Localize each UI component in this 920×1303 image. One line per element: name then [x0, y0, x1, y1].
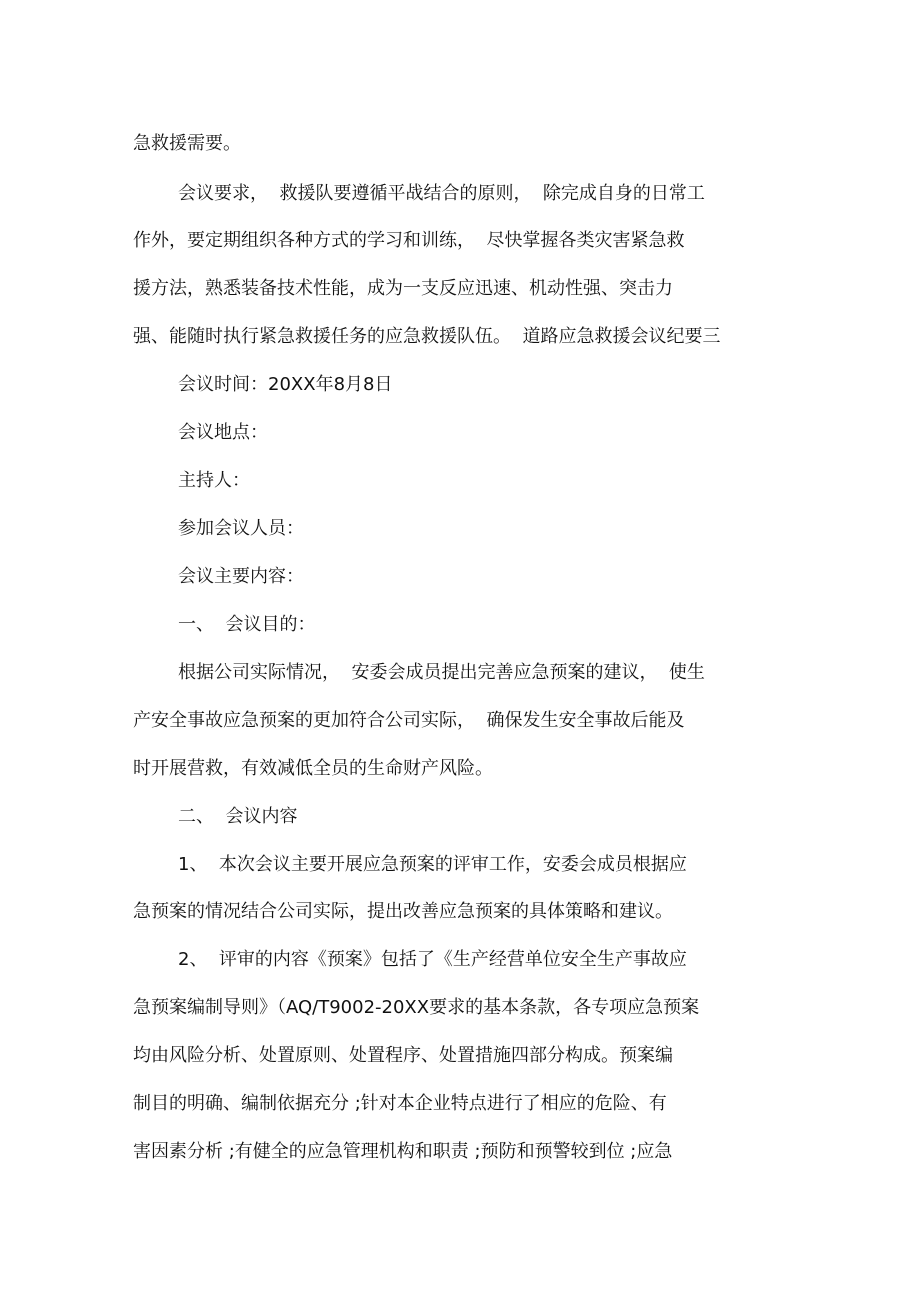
text-line: 制目的明确、编制依据充分 ;针对本企业特点进行了相应的危险、有 [133, 1093, 667, 1114]
text-line: 强、能随时执行紧急救援任务的应急救援队伍。 道路应急救援会议纪要三 [133, 326, 721, 347]
text-line: 产安全事故应急预案的更加符合公司实际， 确保发生安全事故后能及 [133, 710, 685, 731]
section-heading: 一、 会议目的： [178, 614, 316, 635]
meeting-attendees: 参加会议人员： [178, 518, 304, 539]
meeting-time: 会议时间：20XX年8月8日 [178, 374, 393, 395]
text-line: 均由风险分析、处置原则、处置程序、处置措施四部分构成。预案编 [133, 1045, 673, 1066]
section-heading: 二、 会议内容 [178, 806, 298, 827]
text-line: 作外，要定期组织各种方式的学习和训练， 尽快掌握各类灾害紧急救 [133, 230, 685, 251]
text-line: 时开展营救，有效减低全员的生命财产风险。 [133, 758, 493, 779]
text-line: 急预案编制导则》（AQ/T9002-20XX要求的基本条款，各专项应急预案 [133, 997, 700, 1018]
meeting-host: 主持人： [178, 470, 250, 491]
text-line: 根据公司实际情况， 安委会成员提出完善应急预案的建议， 使生 [178, 662, 705, 683]
text-line: 2、 评审的内容《预案》包括了《生产经营单位安全生产事故应 [178, 949, 687, 970]
text-line: 1、 本次会议主要开展应急预案的评审工作，安委会成员根据应 [178, 854, 687, 875]
text-line: 急救援需要。 [133, 133, 241, 154]
text-line: 害因素分析 ;有健全的应急管理机构和职责 ;预防和预警较到位 ;应急 [133, 1141, 673, 1162]
meeting-content-heading: 会议主要内容： [178, 566, 304, 587]
text-line: 援方法，熟悉装备技术性能，成为一支反应迅速、机动性强、突击力 [133, 278, 673, 299]
text-line: 急预案的情况结合公司实际，提出改善应急预案的具体策略和建议。 [133, 901, 673, 922]
meeting-location: 会议地点： [178, 422, 268, 443]
text-line: 会议要求， 救援队要遵循平战结合的原则， 除完成自身的日常工 [178, 183, 705, 204]
